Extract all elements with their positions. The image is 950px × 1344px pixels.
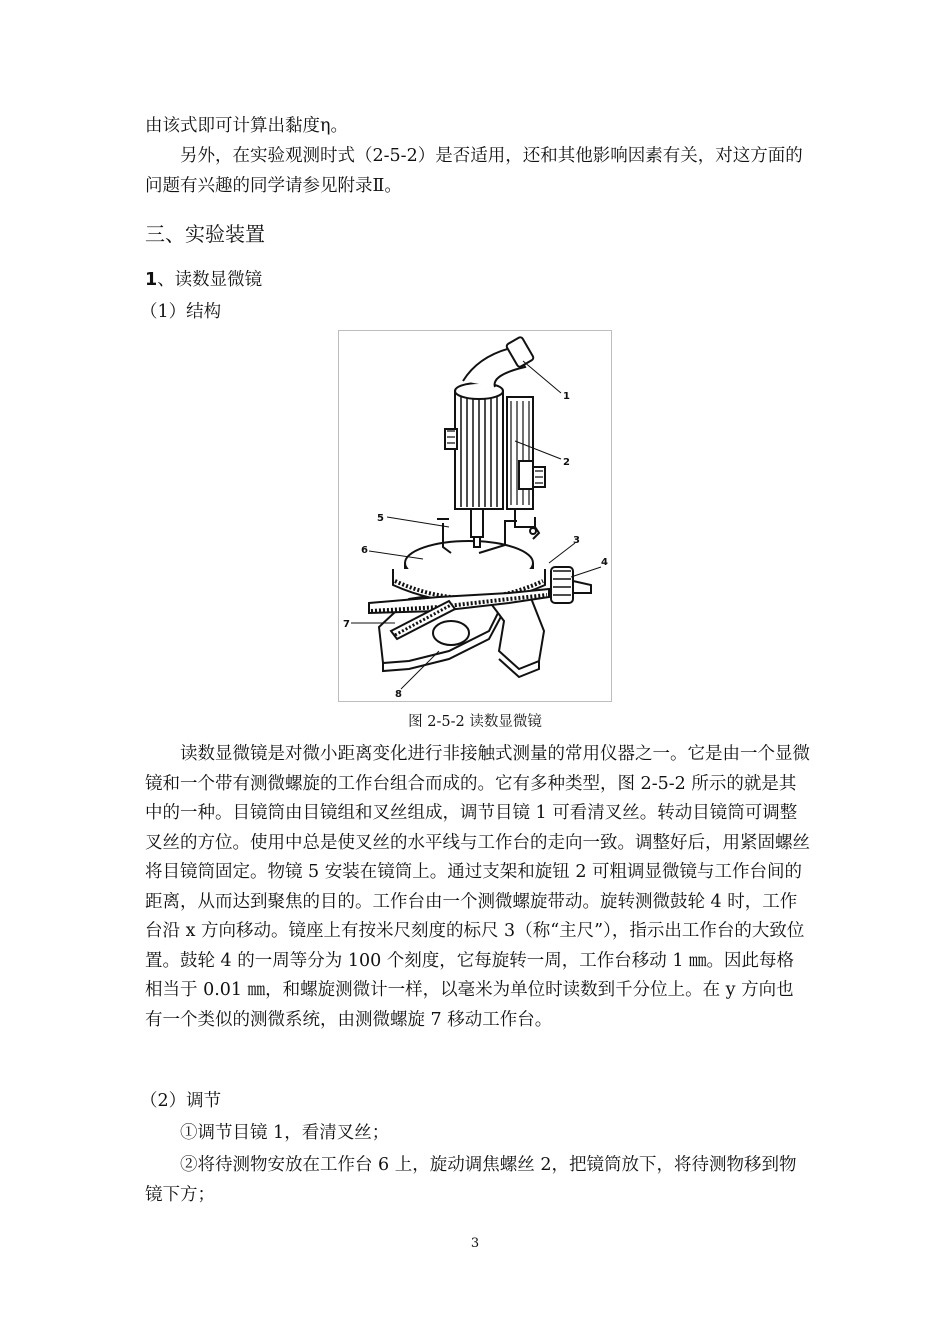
figure-label-3: 3 <box>573 535 580 546</box>
subsection-title: 、读数显微镜 <box>157 270 263 290</box>
figure-label-2: 2 <box>563 457 570 468</box>
figure-label-8: 8 <box>395 689 402 700</box>
intro-line: 由该式即可计算出黏度η。 <box>145 116 348 136</box>
figure-label-7: 7 <box>343 619 350 630</box>
section-heading: 三、实验装置 <box>145 222 265 246</box>
step-1: ①调节目镜 1，看清叉丝； <box>180 1123 390 1143</box>
figure-label-6: 6 <box>361 545 368 556</box>
figure-label-1: 1 <box>563 391 570 402</box>
figure-frame <box>338 330 612 702</box>
adjust-label: （2）调节 <box>140 1091 222 1111</box>
figure-label-4: 4 <box>601 557 608 568</box>
figure-label-5: 5 <box>377 513 384 524</box>
step-2: ②将待测物安放在工作台 6 上，旋动调焦螺丝 2，把镜筒放下，将待测物移到物镜下方； <box>145 1155 797 1205</box>
microscope-diagram <box>339 331 611 701</box>
subsection-number: 1 <box>145 270 158 290</box>
page-number: 3 <box>470 1236 480 1251</box>
structure-label: （1）结构 <box>140 302 222 322</box>
subsection-heading <box>145 266 262 291</box>
intro-paragraph: 另外，在实验观测时式（2-5-2）是否适用，还和其他影响因素有关，对这方面的问题有兴趣的同学请参见附录Ⅱ。 <box>145 146 803 196</box>
figure-caption: 图 2-5-2 读数显微镜 <box>408 714 542 730</box>
body-paragraph: 读数显微镜是对微小距离变化进行非接触式测量的常用仪器之一。它是由一个显微镜和一个带有测微螺旋的工作台组合而成的。它有多种类型，图 2-5-2 所示的就是其中的一种。目镜筒由目镜组和叉丝组成，调节目镜 1 可看清叉丝。转动目镜筒可调整叉丝的方位。使用中总是使叉丝的水平线与工作台的走向一致。调整好后，用紧固螺丝将目镜筒固定。物镜 5 安装在镜筒上。通过支架和旋钮 2 可粗调显微镜与工作台间的距离，从而达到聚焦的目的。工作台由一个测微螺旋带动。旋转测微鼓轮 4 时，工作台沿 x 方向移动。镜座上有按米尺刻度的标尺 3（称“主尺”），指示出工作台的大致位置。鼓轮 4 的一周等分为 100 个刻度，它每旋转一周，工作台移动 1 ㎜。因此每格相当于 0.01 ㎜，和螺旋测微计一样，以毫米为单位时读数到千分位上。在 y 方向也有一个类似的测微系统，由测微螺旋 7 移动工作台。 <box>145 744 810 1030</box>
